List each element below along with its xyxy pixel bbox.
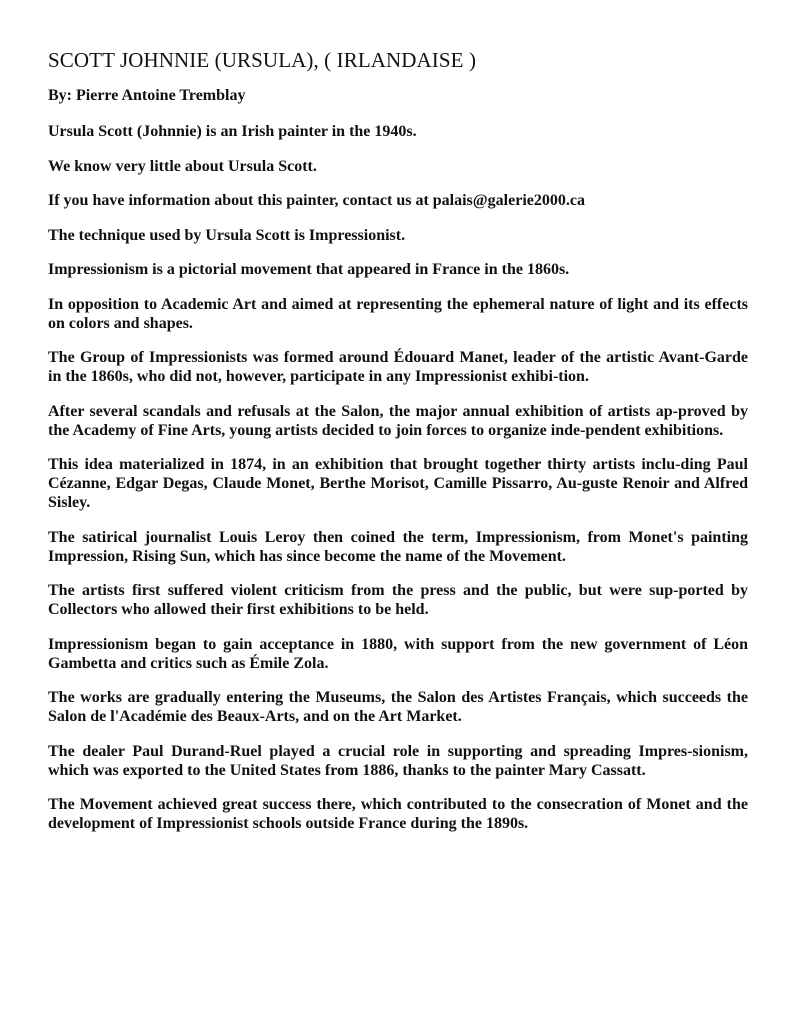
- document-title: SCOTT JOHNNIE (URSULA), ( IRLANDAISE ): [48, 48, 477, 72]
- paragraph-13: The works are gradually entering the Museums, the Salon des Artistes Français, which succeeds the Salon de l'Académie des Beaux-Arts, and on the Art Market.: [48, 689, 748, 725]
- paragraph-3: If you have information about this painter, contact us at palais@galerie2000.ca: [48, 192, 585, 209]
- paragraph-5: Impressionism is a pictorial movement that appeared in France in the 1860s.: [48, 261, 570, 278]
- paragraph-10: The satirical journalist Louis Leroy then coined the term, Impressionism, from Monet's painting Impression, Rising Sun, which has since become the name of the Movement.: [48, 528, 748, 565]
- paragraph-8: After several scandals and refusals at the Salon, the major annual exhibition of artists ap-proved by the Academy of Fine Arts, young artists decided to join forces to organize inde-pendent exhibitions.: [48, 402, 748, 439]
- author-byline: By: Pierre Antoine Tremblay: [48, 87, 246, 104]
- paragraph-6: In opposition to Academic Art and aimed at representing the ephemeral nature of light and its effects on colors and shapes.: [48, 295, 748, 332]
- paragraph-4: The technique used by Ursula Scott is Impressionist.: [48, 226, 406, 244]
- paragraph-14: The dealer Paul Durand-Ruel played a crucial role in supporting and spreading Impres-sionism, which was exported to the United States from 1886, thanks to the painter Mary Cassatt.: [48, 742, 748, 779]
- paragraph-2: We know very little about Ursula Scott.: [48, 157, 317, 175]
- paragraph-1: Ursula Scott (Johnnie) is an Irish painter in the 1940s.: [48, 123, 417, 140]
- paragraph-7: The Group of Impressionists was formed around Édouard Manet, leader of the artistic Avant-Garde in the 1860s, who did not, however, participate in any Impressionist exhibi-tion.: [48, 349, 748, 385]
- paragraph-12: Impressionism began to gain acceptance in 1880, with support from the new government of Léon Gambetta and critics such as Émile Zola.: [48, 635, 748, 672]
- paragraph-9: This idea materialized in 1874, in an exhibition that brought together thirty artists inclu-ding Paul Cézanne, Edgar Degas, Claude Monet, Berthe Morisot, Camille Pissarro, Au-guste Renoir and Alfred Sisley.: [48, 456, 748, 511]
- document-page: [48, 48, 748, 849]
- paragraph-11: The artists first suffered violent criticism from the press and the public, but were sup-ported by Collectors who allowed their first exhibitions to be held.: [48, 582, 748, 618]
- paragraph-15: The Movement achieved great success there, which contributed to the consecration of Monet and the development of Impressionist schools outside France during the 1890s.: [48, 796, 748, 832]
